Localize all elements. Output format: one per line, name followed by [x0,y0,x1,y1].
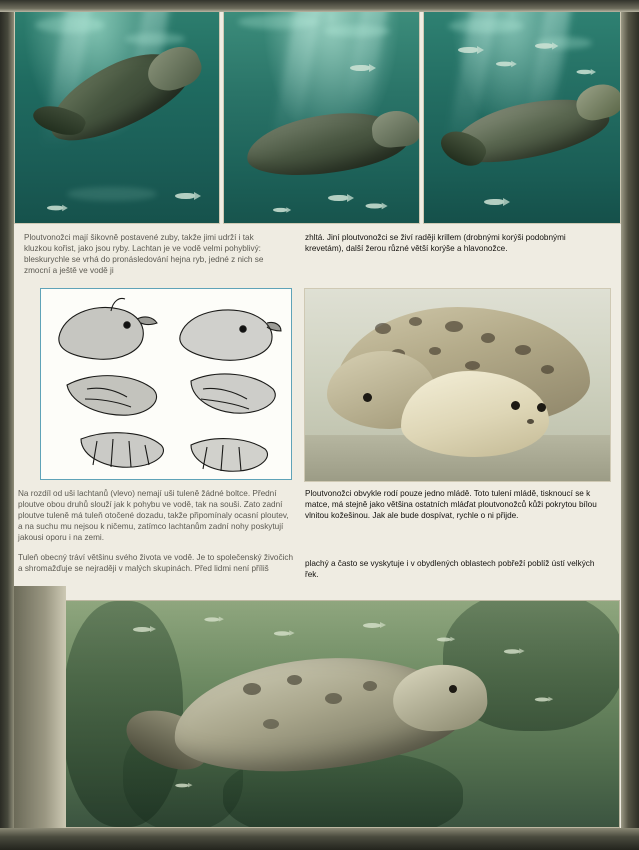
page-edge-bottom [0,828,639,850]
page-edge-right [621,0,639,850]
fish [363,623,381,628]
caption-right-feeding: zhltá. Jiní ploutvonožci se živí raději krillem (drobnými korýši podobnými krevetám), další žerou různé větší korýše a hlavonožce. [305,233,566,254]
fish [535,698,549,702]
fish [496,62,512,67]
caption-left-ears-flippers: Na rozdíl od uši lachtanů (vlevo) nemají uši tuleně žádné boltce. Přední ploutve obou druhů slouží jak k pohybu ve vodě, tak na souši. Zato zadní ploutve tuleně má tuleň otočené dozadu, takže připomínaly ocasní ploutev, a na suchu mu nejsou k ničemu, zatímco lachtanům zadní nohy poskytují jakousi oporu i na zemi. [18,489,289,543]
caption-left-feeding: Ploutvonožci mají šikovně postavené zuby, takže jimi udrží i tak kluzkou kořist, jako jsou ryby. Lachtan je ve vodě velmi pohyblivý: bleskurychle se vrhá do pronásledování hejna ryb, jedné z nich se zmocní a ještě ve vodě ji [24,233,264,276]
fish [328,195,348,201]
panel-seal-swimming-left [14,6,220,224]
fish [535,43,553,48]
fish [47,206,63,211]
fish [350,65,370,71]
photo-seal-underwater [62,600,620,828]
panel-seal-swimming-middle [223,6,419,224]
fish [366,203,383,208]
seal-pup-eye [537,403,546,412]
caption-right-common-seal: plachý a často se vyskytuje i v obydlených oblastech pobřeží poblíž ústí velkých řek. [305,559,595,580]
fish [273,208,287,212]
fish [133,627,151,632]
fish [576,70,591,75]
fish [504,649,520,654]
fish [484,199,504,205]
top-illustration-strip [14,6,621,224]
fish [204,617,219,621]
fish [458,47,478,53]
adult-seal-eye [363,393,372,402]
photo-seal-mother-and-pup [304,288,611,482]
caption-left-common-seal: Tuleň obecný tráví většinu svého života ve vodě. Je to společenský živočich a shromažďuje se nejraději v malých skupinách. Před lidmi není příliš [18,553,294,574]
fish [437,638,451,642]
seal-pup-eye [511,401,520,410]
fish [274,631,290,636]
book-gutter [14,586,66,830]
seal-eye [449,685,457,693]
lineart-heads-and-flippers [40,288,292,480]
page-edge-top [0,0,639,12]
caption-right-pup: Ploutvonožci obvykle rodí pouze jedno mládě. Toto tulení mládě, tisknoucí se k matce, má stejně jako většina ostatních mláďat ploutvonožců kůži pokrytou bílou vlnitou kožešinou. Jak ale bude dospívat, rychle o ni přijde. [305,489,597,521]
page-edge-left [0,0,14,850]
fish [175,784,189,788]
fish [175,193,195,199]
panel-seal-swimming-right [423,6,621,224]
